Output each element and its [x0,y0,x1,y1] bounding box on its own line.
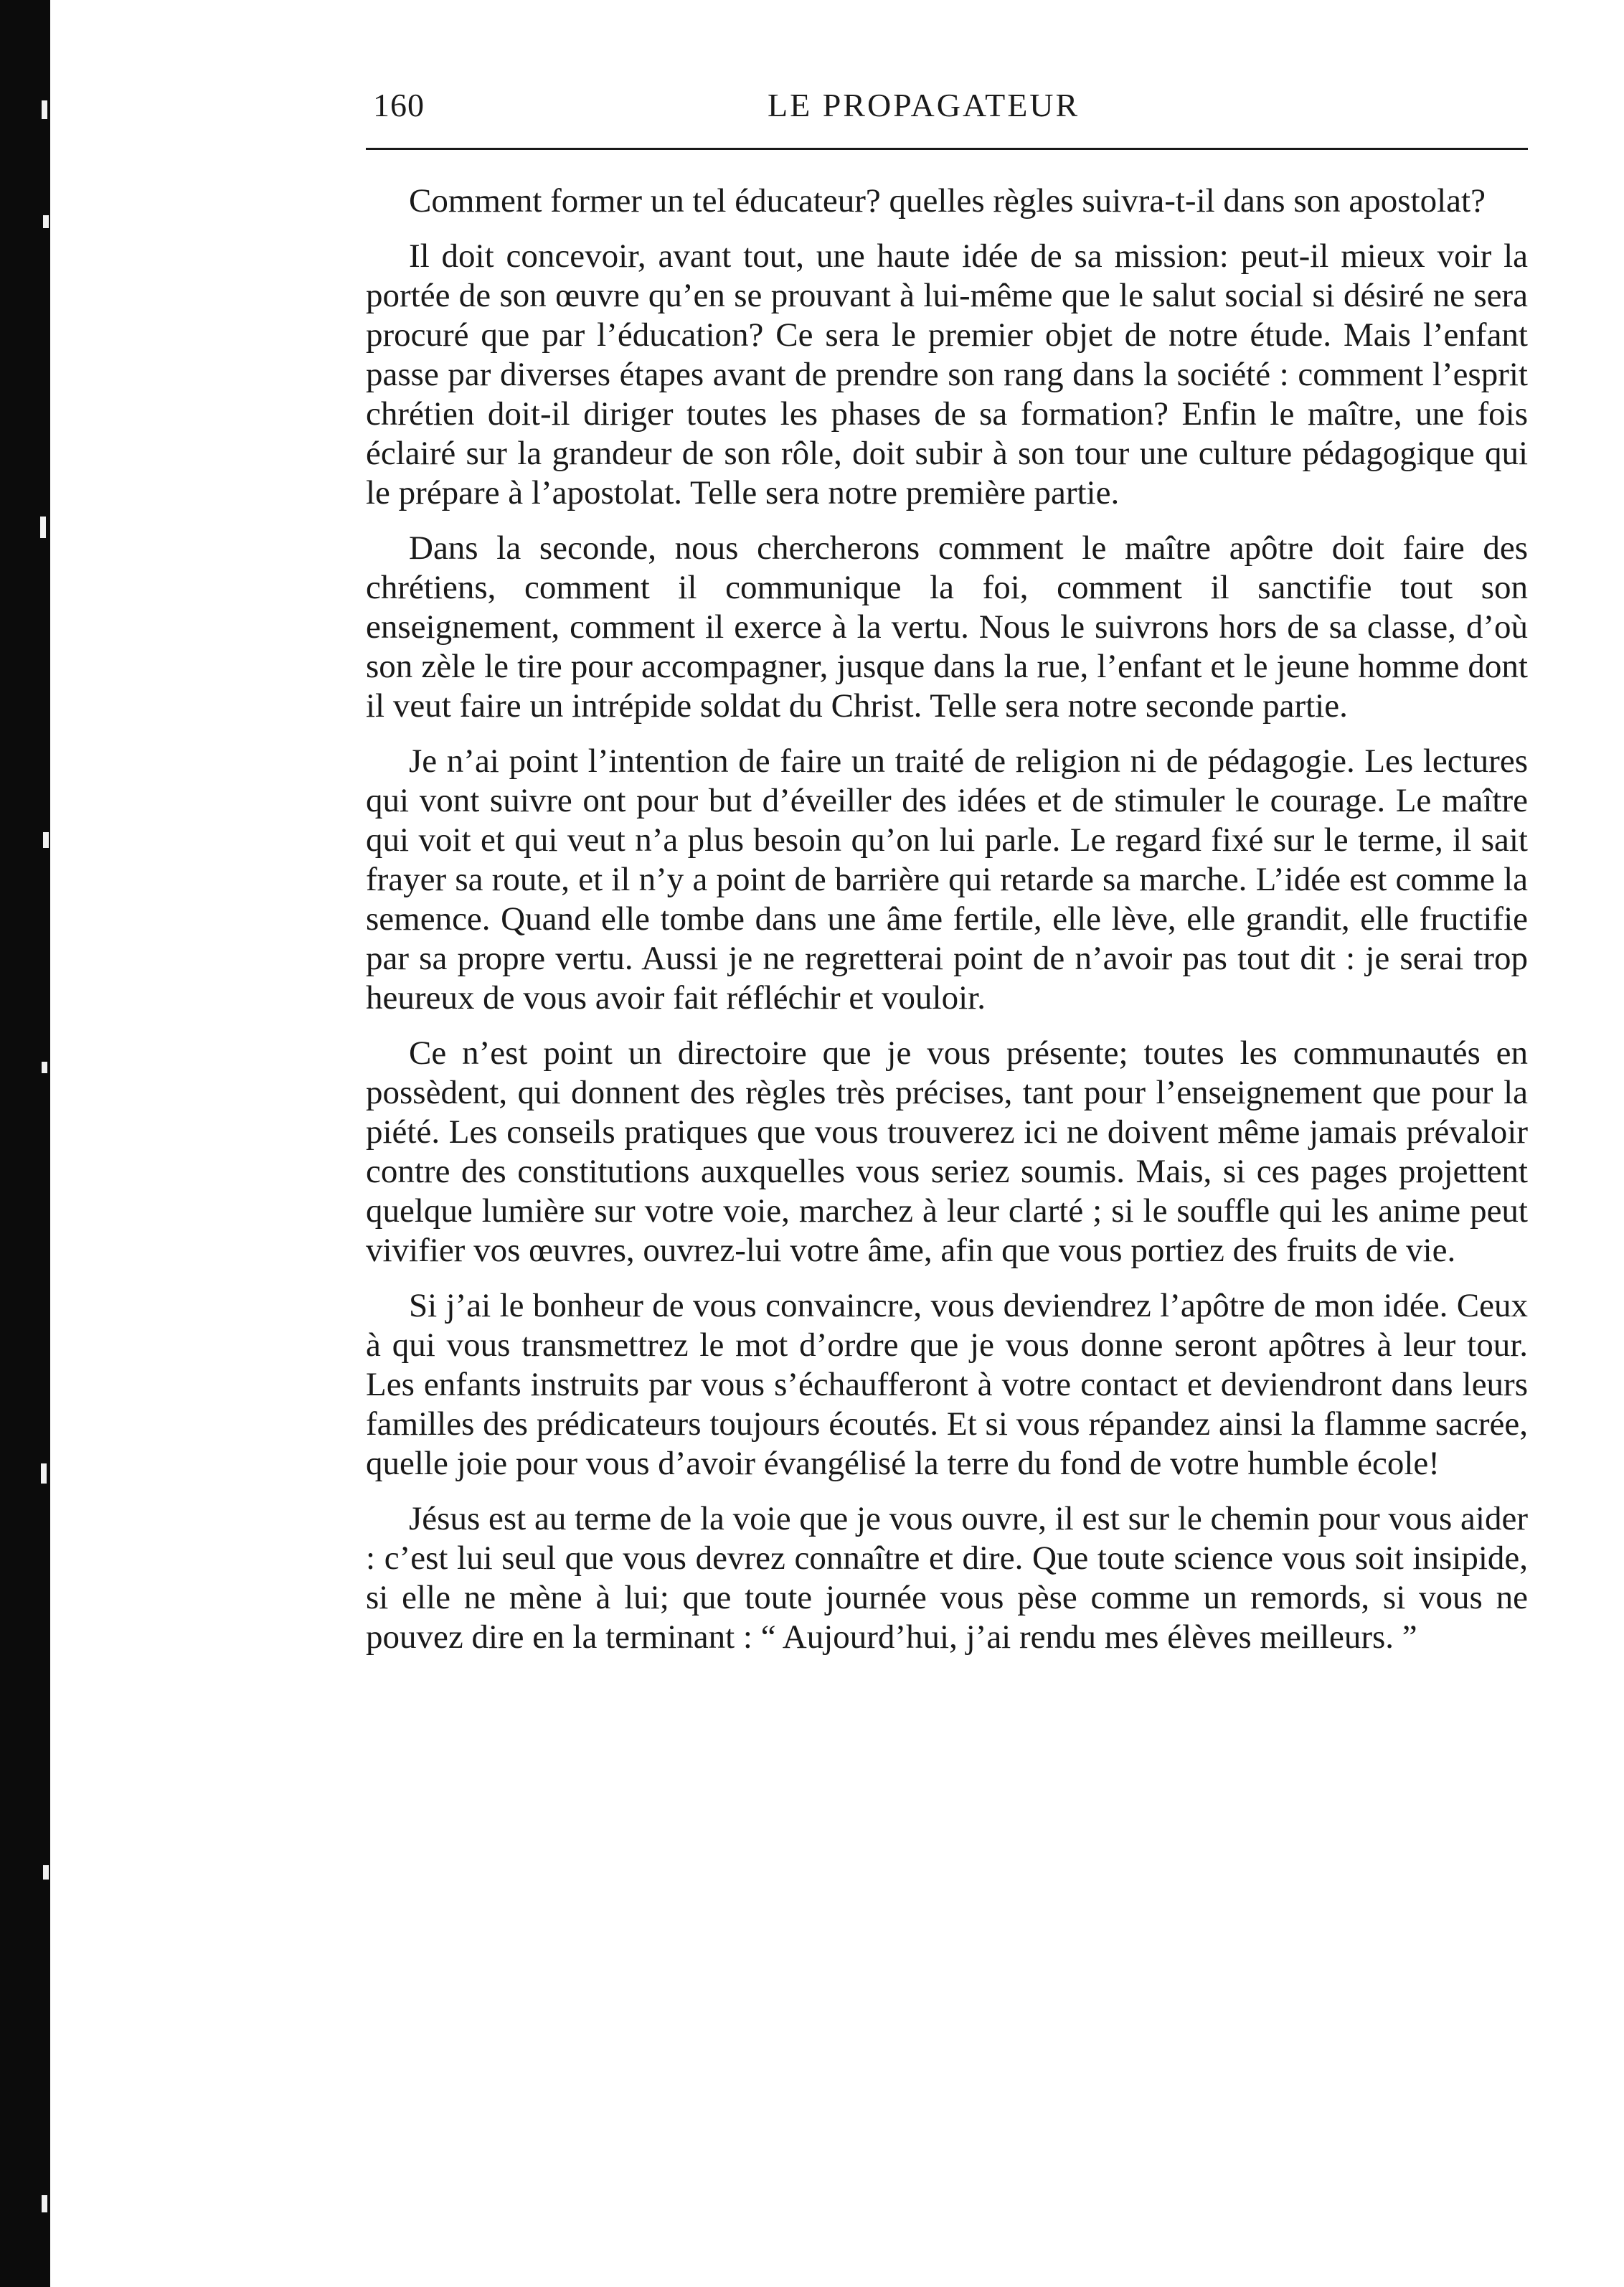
header-rule [366,148,1528,150]
paragraph: Ce n’est point un directoire que je vous présente; toutes les communautés en possèdent, qui donnent des règles très précises, tant pour l’enseignement que pour la piété. Les conseils pratiques que vous trouverez ici ne doivent même jamais prévaloir contre des constitutions auxquelles vous seriez soumis. Mais, si ces pages projettent quelque lumière sur votre voie, marchez à leur clarté ; si le souffle qui les anime peut vivifier vos œuvres, ouvrez-lui votre âme, afin que vous portiez des fruits de vie. [366,1034,1528,1269]
running-header [366,72,1528,129]
paragraph: Il doit concevoir, avant tout, une haute idée de sa mission: peut-il mieux voir la portée de son œuvre qu’en se prouvant à lui-même que le salut social si désiré ne sera procuré que par l’éducation? Ce sera le premier objet de notre étude. Mais l’enfant passe par diverses étapes avant de prendre son rang dans la société : comment l’esprit chrétien doit-il diriger toutes les phases de sa formation? Enfin le maître, une fois éclairé sur la grandeur de son rôle, doit subir à son tour une culture pédagogique qui le prépare à l’apostolat. Telle sera notre première partie. [366,237,1528,511]
paragraph: Comment former un tel éducateur? quelles règles suivra-t-il dans son apostolat? [409,182,1486,220]
paragraph: Je n’ai point l’intention de faire un traité de religion ni de pédagogie. Les lectures qui vont suivre ont pour but d’éveiller des idées et de stimuler le courage. Le maître qui voit et qui veut n’a plus besoin qu’on lui parle. Le regard fixé sur le terme, il sait frayer sa route, et il n’y a point de barrière qui retarde sa marche. L’idée est comme la semence. Quand elle tombe dans une âme fertile, elle lève, elle grandit, elle fructifie par sa propre vertu. Aussi je ne regretterai point de n’avoir pas tout dit : je serai trop heureux de vous avoir fait réfléchir et vouloir. [366,742,1528,1017]
paragraph: Jésus est au terme de la voie que je vous ouvre, il est sur le chemin pour vous aider : c’est lui seul que vous devrez connaître et dire. Que toute science vous soit insipide, si elle ne mène à lui; que toute journée vous pèse comme un remords, si vous ne pouvez dire en la terminant : “ Aujourd’hui, j’ai rendu mes élèves meilleurs. ” [366,1500,1528,1656]
body-text [366,181,1528,1657]
scanned-binding-edge [0,0,50,2287]
running-title: LE PROPAGATEUR [768,87,1080,123]
paragraph: Si j’ai le bonheur de vous convaincre, vous deviendrez l’apôtre de mon idée. Ceux à qui vous transmettrez le mot d’ordre que je vous donne seront apôtres à leur tour. Les enfants instruits par vous s’échaufferont à votre contact et deviendront dans leurs familles des prédicateurs toujours écoutés. Et si vous répandez ainsi la flamme sacrée, quelle joie pour vous d’avoir évangélisé la terre du fond de votre humble école! [366,1287,1528,1482]
paragraph: Dans la seconde, nous chercherons comment le maître apôtre doit faire des chrétiens, comment il communique la foi, comment il sanctifie tout son enseignement, comment il exerce à la vertu. Nous le suivrons hors de sa classe, d’où son zèle le tire pour accompagner, jusque dans la rue, l’enfant et le jeune homme dont il veut faire un intrépide soldat du Christ. Telle sera notre seconde partie. [366,529,1528,725]
book-page [366,72,1528,1673]
page-number: 160 [373,87,425,123]
